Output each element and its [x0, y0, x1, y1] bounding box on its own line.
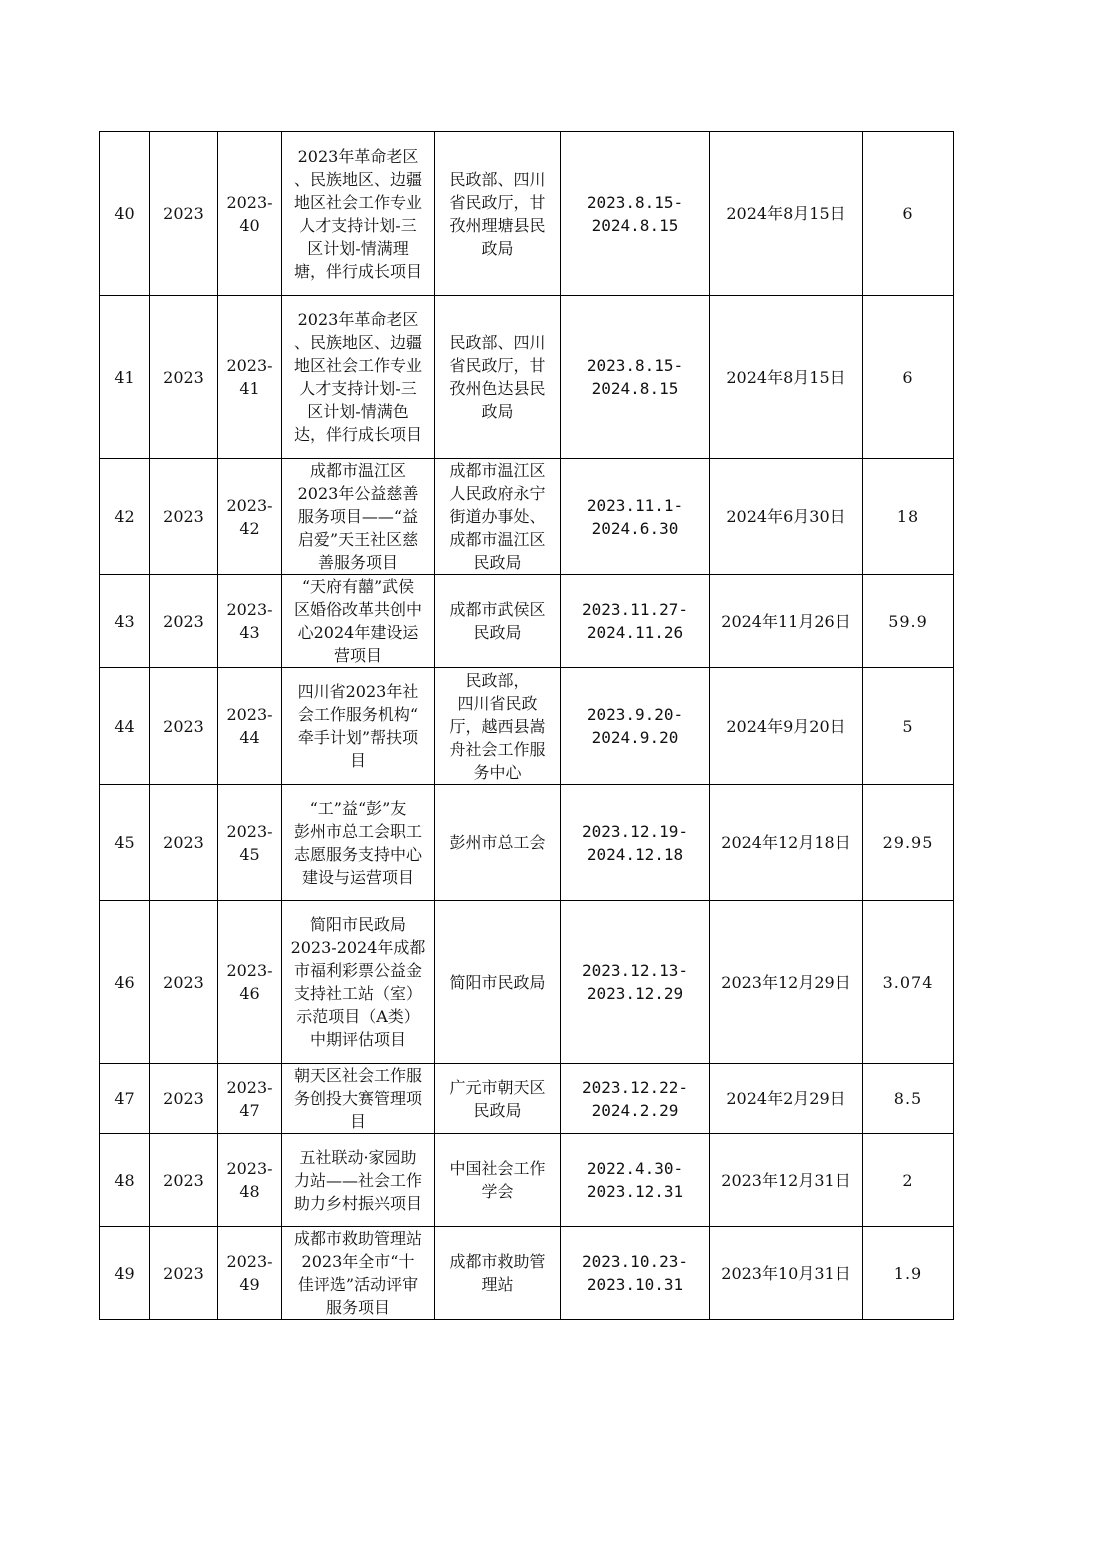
- cell-index: 48: [100, 1134, 150, 1227]
- table-row: [100, 459, 954, 575]
- cell-project-name: 朝天区社会工作服 务创投大赛管理项 目: [282, 1064, 435, 1134]
- cell-period: 2023.8.15- 2024.8.15: [561, 296, 710, 459]
- project-table: [99, 131, 954, 1320]
- cell-year: 2023: [150, 901, 218, 1064]
- table-row: [100, 668, 954, 785]
- cell-year: 2023: [150, 132, 218, 296]
- cell-code: 2023- 42: [218, 459, 282, 575]
- table-row: [100, 296, 954, 459]
- cell-year: 2023: [150, 1227, 218, 1320]
- cell-organization: 广元市朝天区 民政局: [435, 1064, 561, 1134]
- cell-period: 2023.11.1- 2024.6.30: [561, 459, 710, 575]
- table-row: [100, 785, 954, 901]
- table-row: [100, 901, 954, 1064]
- cell-amount: 6: [863, 132, 954, 296]
- cell-year: 2023: [150, 296, 218, 459]
- cell-organization: 成都市武侯区 民政局: [435, 575, 561, 668]
- cell-period: 2023.12.13- 2023.12.29: [561, 901, 710, 1064]
- cell-end-date: 2024年2月29日: [710, 1064, 863, 1134]
- cell-amount: 59.9: [863, 575, 954, 668]
- cell-index: 47: [100, 1064, 150, 1134]
- cell-code: 2023- 43: [218, 575, 282, 668]
- cell-code: 2023- 46: [218, 901, 282, 1064]
- cell-end-date: 2024年8月15日: [710, 132, 863, 296]
- cell-index: 46: [100, 901, 150, 1064]
- table-row: [100, 575, 954, 668]
- cell-code: 2023- 48: [218, 1134, 282, 1227]
- cell-amount: 6: [863, 296, 954, 459]
- table-row: [100, 1064, 954, 1134]
- cell-code: 2023- 47: [218, 1064, 282, 1134]
- cell-organization: 民政部， 四川省民政 厅，越西县嵩 舟社会工作服 务中心: [435, 668, 561, 785]
- cell-code: 2023- 41: [218, 296, 282, 459]
- cell-year: 2023: [150, 1134, 218, 1227]
- cell-organization: 彭州市总工会: [435, 785, 561, 901]
- cell-project-name: 成都市救助管理站 2023年全市“十 佳评选”活动评审 服务项目: [282, 1227, 435, 1320]
- cell-code: 2023- 49: [218, 1227, 282, 1320]
- cell-amount: 1.9: [863, 1227, 954, 1320]
- cell-organization: 成都市救助管 理站: [435, 1227, 561, 1320]
- cell-organization: 民政部、四川 省民政厅，甘 孜州色达县民 政局: [435, 296, 561, 459]
- cell-project-name: 2023年革命老区 、民族地区、边疆 地区社会工作专业 人才支持计划-三 区计划-情满色 达，伴行成长项目: [282, 296, 435, 459]
- cell-year: 2023: [150, 785, 218, 901]
- table-row: [100, 1134, 954, 1227]
- cell-amount: 29.95: [863, 785, 954, 901]
- cell-period: 2023.8.15- 2024.8.15: [561, 132, 710, 296]
- cell-amount: 5: [863, 668, 954, 785]
- cell-organization: 简阳市民政局: [435, 901, 561, 1064]
- cell-project-name: 四川省2023年社 会工作服务机构“ 牵手计划”帮扶项 目: [282, 668, 435, 785]
- cell-end-date: 2024年11月26日: [710, 575, 863, 668]
- table-row: [100, 132, 954, 296]
- cell-end-date: 2023年10月31日: [710, 1227, 863, 1320]
- cell-year: 2023: [150, 668, 218, 785]
- cell-period: 2023.9.20- 2024.9.20: [561, 668, 710, 785]
- cell-project-name: 简阳市民政局 2023-2024年成都 市福利彩票公益金 支持社工站（室） 示范项目（A类） 中期评估项目: [282, 901, 435, 1064]
- cell-index: 41: [100, 296, 150, 459]
- cell-index: 43: [100, 575, 150, 668]
- cell-organization: 中国社会工作 学会: [435, 1134, 561, 1227]
- cell-project-name: 成都市温江区 2023年公益慈善 服务项目——“益 启爱”天王社区慈 善服务项目: [282, 459, 435, 575]
- cell-year: 2023: [150, 575, 218, 668]
- cell-amount: 2: [863, 1134, 954, 1227]
- cell-end-date: 2023年12月29日: [710, 901, 863, 1064]
- cell-end-date: 2023年12月31日: [710, 1134, 863, 1227]
- cell-index: 42: [100, 459, 150, 575]
- cell-code: 2023- 45: [218, 785, 282, 901]
- cell-period: 2023.11.27- 2024.11.26: [561, 575, 710, 668]
- cell-period: 2023.10.23- 2023.10.31: [561, 1227, 710, 1320]
- cell-index: 45: [100, 785, 150, 901]
- cell-period: 2023.12.19- 2024.12.18: [561, 785, 710, 901]
- cell-period: 2023.12.22- 2024.2.29: [561, 1064, 710, 1134]
- cell-project-name: “工”益“彭”友 彭州市总工会职工 志愿服务支持中心 建设与运营项目: [282, 785, 435, 901]
- table-row: [100, 1227, 954, 1320]
- cell-end-date: 2024年9月20日: [710, 668, 863, 785]
- cell-amount: 18: [863, 459, 954, 575]
- cell-index: 44: [100, 668, 150, 785]
- cell-end-date: 2024年6月30日: [710, 459, 863, 575]
- cell-organization: 民政部、四川 省民政厅，甘 孜州理塘县民 政局: [435, 132, 561, 296]
- cell-year: 2023: [150, 1064, 218, 1134]
- cell-code: 2023- 40: [218, 132, 282, 296]
- cell-code: 2023- 44: [218, 668, 282, 785]
- cell-end-date: 2024年8月15日: [710, 296, 863, 459]
- cell-amount: 3.074: [863, 901, 954, 1064]
- cell-index: 40: [100, 132, 150, 296]
- cell-organization: 成都市温江区 人民政府永宁 街道办事处、 成都市温江区 民政局: [435, 459, 561, 575]
- cell-year: 2023: [150, 459, 218, 575]
- cell-index: 49: [100, 1227, 150, 1320]
- cell-project-name: 2023年革命老区 、民族地区、边疆 地区社会工作专业 人才支持计划-三 区计划-情满理 塘，伴行成长项目: [282, 132, 435, 296]
- cell-period: 2022.4.30- 2023.12.31: [561, 1134, 710, 1227]
- cell-project-name: “天府有囍”武侯 区婚俗改革共创中 心2024年建设运 营项目: [282, 575, 435, 668]
- cell-end-date: 2024年12月18日: [710, 785, 863, 901]
- cell-project-name: 五社联动·家园助 力站——社会工作 助力乡村振兴项目: [282, 1134, 435, 1227]
- cell-amount: 8.5: [863, 1064, 954, 1134]
- table-body: [100, 132, 954, 1320]
